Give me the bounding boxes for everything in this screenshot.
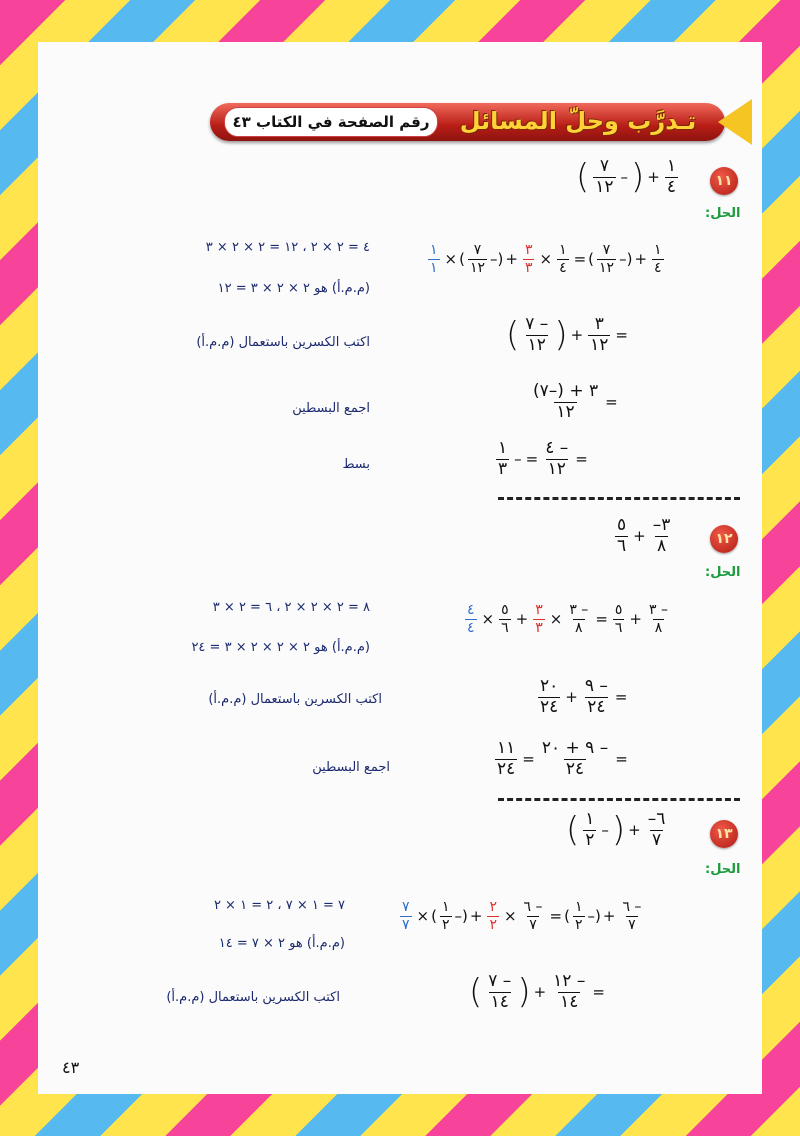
- worksheet-page: [38, 42, 762, 1094]
- fraction: $\frac{٤}{٤}$: [467, 602, 475, 636]
- fraction: $\frac{٦ -}{٧}$: [523, 899, 543, 933]
- solution-step: $\frac{٢٠}{٢٤}$ + $\frac{٩ -}{٢٤}$ =: [540, 676, 628, 717]
- fraction: $\frac{٥}{٦}$: [501, 602, 509, 636]
- fraction: $\frac{١}{٤}$: [654, 242, 662, 276]
- step-note: (م.م.أ) هو ٢ × ٢ × ٢ × ٣ = ٢٤: [191, 640, 370, 655]
- fraction: $\frac{٦ -}{٧}$: [622, 899, 642, 933]
- step-note: اكتب الكسرين باستعمال (م.م.أ): [208, 692, 382, 707]
- step-note: اكتب الكسرين باستعمال (م.م.أ): [196, 335, 370, 350]
- fraction: $\frac{٣}{٣}$: [524, 242, 533, 276]
- solution-step: ( $\frac{٧ -}{١٢}$ ) + $\frac{٣}{١٢}$ =: [506, 314, 628, 356]
- problem-number-badge: ١١: [710, 167, 738, 195]
- fraction: $\frac{٧ -}{١٤}$: [488, 971, 512, 1012]
- step-note: اجمع البسطين: [312, 760, 390, 775]
- problem-question: ( $\frac{٧}{١٢}$ – ) + $\frac{١}{٤}$: [576, 156, 677, 198]
- fraction: $\frac{١}{٤}$: [666, 156, 677, 197]
- step-note: ٨ = ٢ × ٢ × ٢ ، ٦ = ٢ × ٣: [212, 600, 370, 615]
- fraction: $\frac{٢}{٢}$: [489, 899, 497, 933]
- fraction: $\frac{٤ -}{١٢}$: [545, 438, 569, 479]
- solution-step: ( $\frac{٧ -}{١٤}$ ) + $\frac{١٢ -}{١٤}$ =: [469, 971, 605, 1013]
- solution-step: $\frac{٧}{٧}$ × ( $\frac{١}{٢}$ – ) + $\frac{٢}{٢}$ × $\frac{٦ -}{٧}$ = ( $\frac{١}{٢}$ – ) + $\frac{٦ -}{٧}$: [402, 899, 642, 933]
- fraction: $\frac{١}{٤}$: [559, 242, 567, 276]
- fraction: $\frac{٧}{١٢}$: [595, 156, 614, 197]
- fraction: $\frac{٥}{٦}$: [614, 602, 623, 636]
- problem-question: ( $\frac{١}{٢}$ – ) + $\frac{-٦}{٧}$: [566, 809, 666, 851]
- fraction: $\frac{٧}{٧}$: [402, 899, 410, 933]
- step-note: بسط: [342, 457, 370, 472]
- fraction: $\frac{٥}{٦}$: [617, 515, 627, 556]
- fraction: $\frac{٩ -}{٢٤}$: [584, 676, 608, 717]
- step-note: ٧ = ١ × ٧ ، ٢ = ١ × ٢: [213, 898, 345, 913]
- solution-step: $\frac{١}{١}$ × ( $\frac{٧}{١٢}$ – ) + $\frac{٣}{٣}$ × $\frac{١}{٤}$ = ( $\frac{٧}{١٢}$ – ) + $\frac{١}{٤}$: [430, 242, 662, 276]
- fraction: $\frac{١}{٢}$: [441, 899, 450, 933]
- problem-number-badge: ١٢: [710, 525, 738, 553]
- solution-step: $\frac{٣ + (-٧)}{١٢}$ =: [533, 381, 618, 422]
- step-note: ٤ = ٢ × ٢ ، ١٢ = ٢ × ٢ × ٣: [205, 240, 370, 255]
- fraction: $\frac{٣}{١٢}$: [590, 314, 609, 355]
- step-note: (م.م.أ) هو ٢ × ٢ × ٣ = ١٢: [217, 281, 370, 296]
- fraction: $\frac{-٦}{٧}$: [647, 809, 666, 850]
- step-note: (م.م.أ) هو ٢ × ٧ = ١٤: [218, 936, 345, 951]
- section-divider: [498, 497, 740, 500]
- fraction: $\frac{١}{٢}$: [574, 899, 583, 933]
- section-banner: [210, 101, 750, 143]
- fraction: $\frac{٣}{٣}$: [535, 602, 543, 636]
- fraction: $\frac{١١}{٢٤}$: [497, 738, 516, 779]
- solution-step: $\frac{٤}{٤}$ × $\frac{٥}{٦}$ + $\frac{٣}{٣}$ × $\frac{٣ -}{٨}$ = $\frac{٥}{٦}$ + $\frac{٣ -}{٨}$: [467, 602, 668, 636]
- solution-step: $\frac{١١}{٢٤}$ = $\frac{٩ + ٢٠ -}{٢٤}$ =: [497, 738, 628, 779]
- fraction: $\frac{٣ -}{٨}$: [649, 602, 668, 636]
- fraction: $\frac{٣ -}{٨}$: [569, 602, 589, 636]
- solution-step: $\frac{١}{٣}$ – = $\frac{٤ -}{١٢}$ =: [498, 438, 588, 479]
- fraction: $\frac{١٢ -}{١٤}$: [553, 971, 586, 1012]
- fraction: $\frac{٢٠}{٢٤}$: [540, 676, 559, 717]
- fraction: $\frac{٧ -}{١٢}$: [525, 314, 549, 355]
- fraction: $\frac{٩ + ٢٠ -}{٢٤}$: [541, 738, 609, 779]
- fraction: $\frac{٧}{١٢}$: [469, 242, 486, 276]
- section-title: تـدرَّب وحلّ المسائل: [459, 107, 697, 135]
- fraction: $\frac{١}{٢}$: [585, 809, 595, 850]
- fraction: $\frac{١}{٣}$: [498, 438, 508, 479]
- step-note: اجمع البسطين: [292, 401, 370, 416]
- fraction: $\frac{١}{١}$: [430, 242, 438, 276]
- solution-label: الحل:: [705, 206, 741, 221]
- problem-question: $\frac{٥}{٦}$ + $\frac{-٣}{٨}$: [617, 515, 671, 556]
- fraction: $\frac{٧}{١٢}$: [599, 242, 615, 276]
- fraction: $\frac{-٣}{٨}$: [652, 515, 671, 556]
- section-divider: [498, 798, 740, 801]
- fraction: $\frac{٣ + (-٧)}{١٢}$: [533, 381, 599, 422]
- page-number: ٤٣: [62, 1058, 80, 1077]
- problem-number-badge: ١٣: [710, 820, 738, 848]
- solution-label: الحل:: [705, 862, 741, 877]
- page-reference: رقم الصفحة في الكتاب ٤٣: [224, 107, 438, 137]
- solution-label: الحل:: [705, 565, 741, 580]
- step-note: اكتب الكسرين باستعمال (م.م.أ): [166, 990, 340, 1005]
- arrow-icon: [718, 99, 752, 145]
